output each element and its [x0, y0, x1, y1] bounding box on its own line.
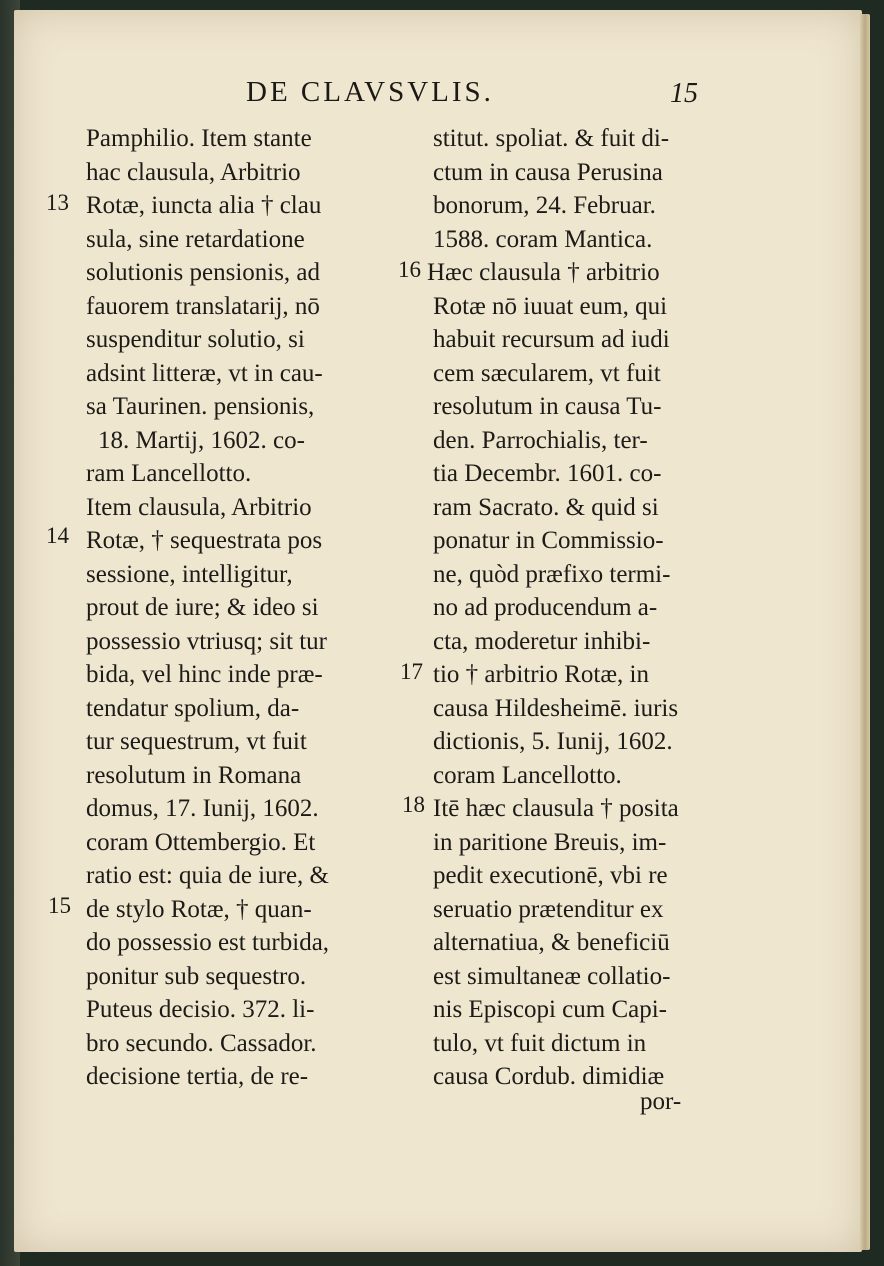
text-line: causa Hildesheimē. iuris [433, 694, 679, 722]
text-line: ponitur sub sequestro. [86, 962, 307, 990]
text-line: tendatur spolium, da- [86, 694, 300, 722]
text-line: ram Lancellotto. [86, 460, 252, 487]
margin-note-number: 16 [398, 257, 421, 282]
margin-note-number: 13 [46, 190, 69, 215]
page-fore-edge [860, 14, 870, 1250]
text-line: Rotæ, † sequestrata pos [86, 527, 323, 554]
margin-note-number: 18 [402, 792, 425, 817]
text-line: bonorum, 24. Februar. [433, 192, 656, 219]
text-line: pedit executionē, vbi re [433, 862, 668, 889]
text-line: Hæc clausula † arbitrio [427, 259, 660, 286]
text-line: resolutum in causa Tu- [433, 393, 662, 420]
text-line: ne, quòd præfixo termi- [433, 560, 671, 588]
right-text-column [427, 122, 733, 1094]
text-line: Puteus decisio. 372. li- [86, 996, 315, 1023]
text-line: bida, vel hinc inde præ- [86, 661, 323, 688]
left-text-column [86, 122, 386, 1094]
text-line: stitut. spoliat. & fuit di- [433, 125, 670, 152]
text-line: dictionis, 5. Iunij, 1602. [433, 728, 673, 755]
text-line: den. Parrochialis, ter- [433, 426, 648, 454]
text-line: Item clausula, Arbitrio [86, 493, 312, 521]
text-line: tur sequestrum, vt fuit [86, 728, 307, 755]
text-line: bro secundo. Cassador. [86, 1029, 317, 1057]
running-head: DE CLAVSVLIS. [246, 76, 494, 108]
catchword: por- [640, 1088, 682, 1115]
page-number: 15 [670, 78, 698, 109]
text-line: sessione, intelligitur, [86, 560, 293, 588]
text-line: causa Cordub. dimidiæ [433, 1063, 665, 1090]
text-line: tio † arbitrio Rotæ, in [433, 661, 649, 688]
text-line: ratio est: quia de iure, & [86, 862, 329, 889]
text-line: in paritione Breuis, im- [433, 828, 667, 856]
text-line: resolutum in Romana [86, 761, 302, 789]
text-line: Rotæ nō iuuat eum, qui [433, 292, 668, 320]
margin-note-number: 14 [46, 523, 69, 548]
text-line: alternatiua, & beneficiū [433, 929, 670, 956]
text-line: tulo, vt fuit dictum in [433, 1029, 647, 1057]
text-line: Itē hæc clausula † posita [433, 795, 679, 822]
text-line: adsint litteræ, vt in cau- [86, 359, 323, 387]
text-line: ctum in causa Perusina [433, 158, 663, 186]
text-line: Rotæ, iuncta alia † clau [86, 192, 322, 219]
text-line: tia Decembr. 1601. co- [433, 460, 662, 487]
text-line: coram Lancellotto. [433, 761, 622, 789]
text-line: fauorem translatarij, nō [86, 292, 320, 320]
text-line: solutionis pensionis, ad [86, 259, 321, 286]
text-line: do possessio est turbida, [86, 929, 330, 956]
text-line: habuit recursum ad iudi [433, 326, 670, 353]
text-line: est simultaneæ collatio- [433, 962, 671, 990]
text-line: suspenditur solutio, si [86, 326, 305, 353]
text-line: domus, 17. Iunij, 1602. [86, 795, 319, 822]
text-line: coram Ottembergio. Et [86, 828, 316, 856]
text-line: prout de iure; & ideo si [86, 594, 319, 621]
text-line: de stylo Rotæ, † quan- [86, 895, 312, 923]
margin-note-number: 15 [48, 893, 71, 918]
text-line: ram Sacrato. & quid si [433, 493, 659, 521]
text-line: nis Episcopi cum Capi- [433, 996, 667, 1023]
text-line: ponatur in Commissio- [433, 527, 664, 554]
text-line: sula, sine retardatione [86, 225, 305, 253]
text-line: hac clausula, Arbitrio [86, 158, 301, 186]
text-line: possessio vtriusq; sit tur [86, 627, 327, 655]
margin-note-number: 17 [400, 659, 423, 684]
text-line: seruatio prætenditur ex [433, 895, 664, 923]
text-line: 1588. coram Mantica. [433, 225, 653, 253]
text-line: sa Taurinen. pensionis, [86, 393, 315, 420]
text-line: no ad producendum a- [433, 594, 658, 621]
text-line: cta, moderetur inhibi- [433, 627, 651, 655]
text-line: 18. Martij, 1602. co- [98, 426, 305, 454]
text-line: cem sæcularem, vt fuit [433, 359, 661, 387]
text-line: Pamphilio. Item stante [86, 125, 312, 152]
text-line: decisione tertia, de re- [86, 1063, 309, 1090]
